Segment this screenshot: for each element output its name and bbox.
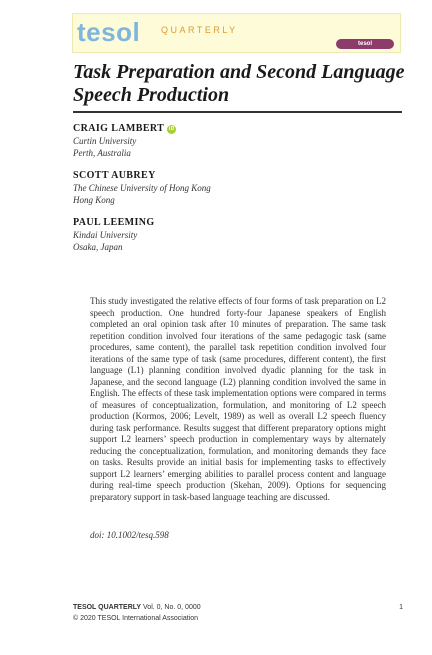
author-location: Hong Kong (73, 195, 115, 205)
footer-journal-name: TESOL QUARTERLY (73, 604, 142, 611)
author-block (73, 122, 403, 159)
author-block (73, 169, 403, 206)
author-affiliation: The Chinese University of Hong Kong (73, 183, 211, 193)
author-name: PAUL LEEMING (73, 217, 155, 228)
footer-issue: Vol. 0, No. 0, 0000 (141, 604, 201, 611)
author-location: Osaka, Japan (73, 242, 123, 252)
journal-logo-quarterly: QUARTERLY (161, 25, 238, 35)
author-block (73, 216, 403, 253)
footer-copyright: © 2020 TESOL International Association (73, 615, 199, 622)
author-name-text: CRAIG LAMBERT (73, 123, 165, 134)
page-number: 1 (399, 604, 403, 611)
author-location: Perth, Australia (73, 148, 131, 158)
journal-banner (72, 13, 401, 53)
article-title: Task Preparation and Second Language Speech Production (73, 61, 405, 106)
title-divider (73, 111, 402, 113)
author-list (73, 122, 403, 263)
author-name (73, 122, 403, 135)
footer-citation (73, 602, 403, 613)
abstract-text: This study investigated the relative effects of four forms of task preparation on L2 speech production. One hundred forty-four Japanese speakers of English completed an oral opinion task after 10 minutes of preparation. The same task repetition condition involved four iterations of the same pedagogic task (same procedures, same content), the parallel task repetition condition involved four iterations of the same type of task (same procedures, different content), the first language (L1) planning condition involved dyadic planning for the task in Japanese, and the second language (L2) planning condition involved the same in English. The effects of these task implementation options were compared in terms of measures of conceptualization, formulation, and monitoring of L2 speech production (Kormos, 2006; Levelt, 1989) as well as overall L2 speech fluency during task performance. Results suggest that different preparatory options might support L2 learners’ speech production in complementary ways by alternately reducing the conceptualization, formulation, and monitoring demands they face on tasks. Results provide an initial basis for implementing tasks to effectively support L2 learners’ emerging abilities to parallel process content and language during real-time speech production (Skehan, 2009). Options for sequencing preparatory support in task-based language teaching are discussed. (90, 296, 386, 502)
orcid-icon[interactable]: iD (168, 126, 175, 132)
author-affiliation: Curtin University (73, 136, 137, 146)
author-affiliation: Kindai University (73, 230, 138, 240)
tesol-association-logo: tesol (336, 39, 394, 49)
journal-logo-word: tesol (77, 17, 141, 47)
page-footer (73, 602, 403, 624)
doi-link[interactable]: doi: 10.1002/tesq.598 (90, 530, 169, 540)
author-name: SCOTT AUBREY (73, 170, 156, 181)
